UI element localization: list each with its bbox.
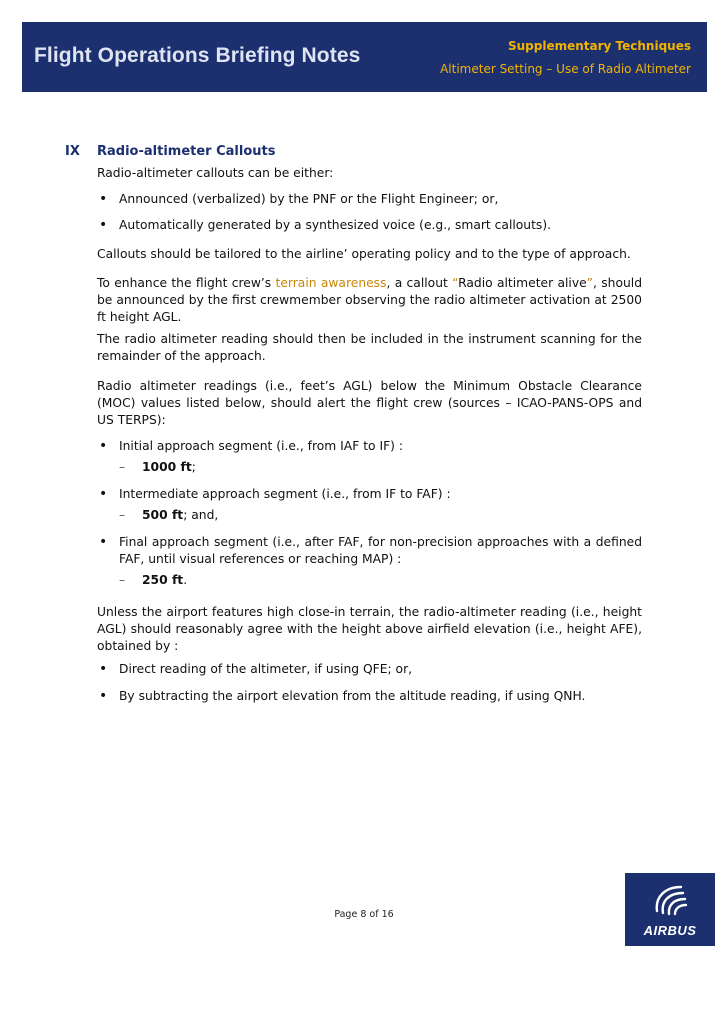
intro-paragraph: Radio-altimeter callouts can be either: <box>97 166 334 180</box>
tailored-paragraph: Callouts should be tailored to the airline’ operating policy and to the type of approach. <box>97 247 631 261</box>
list-item <box>97 438 642 455</box>
dash-icon: – <box>119 508 126 522</box>
section-title: Supplementary Techniques <box>507 39 691 53</box>
scan-paragraph: The radio altimeter reading should then be included in the instrument scanning for the remainder of the approach. <box>97 332 642 363</box>
list-item <box>97 486 642 503</box>
sub-list-item: – 500 ft; and, <box>119 508 219 522</box>
logo-wordmark: AIRBUS <box>643 923 697 938</box>
list-item <box>97 534 642 568</box>
header-banner <box>22 22 707 92</box>
sub-list-item: – 1000 ft; <box>119 460 196 474</box>
list-item <box>97 191 642 208</box>
subsection-title: Altimeter Setting – Use of Radio Altimeter <box>440 62 691 76</box>
list-item-text: By subtracting the airport elevation from the altitude reading, if using QNH. <box>119 689 586 703</box>
bullet-icon: • <box>99 534 108 550</box>
dash-icon: – <box>119 573 126 587</box>
chapter-heading <box>65 143 642 165</box>
dash-icon: – <box>119 460 126 474</box>
segment-label: Intermediate approach segment (i.e., from IF to FAF) : <box>119 487 451 501</box>
list-item <box>97 688 642 705</box>
segment-label: Initial approach segment (i.e., from IAF to IF) : <box>119 439 403 453</box>
bullet-icon: • <box>99 661 108 677</box>
bullet-icon: • <box>99 191 108 207</box>
bullet-icon: • <box>99 217 108 233</box>
list-item <box>97 217 642 234</box>
highlight-text: terrain awareness <box>275 276 387 290</box>
callout-quote: Radio altimeter alive <box>458 276 587 290</box>
list-item <box>97 661 642 678</box>
segment-label: Final approach segment (i.e., after FAF, for non-precision approaches with a defined FAF, until visual references or reaching MAP) : <box>119 535 642 566</box>
sub-list-item: – 250 ft. <box>119 573 188 587</box>
chapter-body <box>97 165 642 705</box>
chapter-number: IX <box>65 144 80 159</box>
page-content <box>65 143 642 705</box>
quote-close: ” <box>586 276 594 290</box>
bullet-icon: • <box>99 438 108 454</box>
segment-value: 500 ft <box>142 508 184 522</box>
terrain-awareness-paragraph: To enhance the flight crew’s terrain awareness, a callout “Radio altimeter alive”, should be announced by the first crewmember observing the radio altimeter activation at 2500 ft height AGL. <box>97 276 642 324</box>
quote-open: “ <box>452 276 459 290</box>
list-item-text: Announced (verbalized) by the PNF or the Flight Engineer; or, <box>119 192 499 206</box>
swirl-icon <box>625 875 715 925</box>
list-item-text: Automatically generated by a synthesized voice (e.g., smart callouts). <box>119 218 552 232</box>
terrain-paragraph: Unless the airport features high close-in terrain, the radio-altimeter reading (i.e., height AGL) should reasonably agree with the height above airfield elevation (i.e., height AFE), obtained by : <box>97 605 642 653</box>
bullet-icon: • <box>99 486 108 502</box>
airbus-logo <box>625 873 715 946</box>
segment-value: 250 ft <box>142 573 184 587</box>
page-number: Page 8 of 16 <box>334 909 394 920</box>
moc-paragraph: Radio altimeter readings (i.e., feet’s AGL) below the Minimum Obstacle Clearance (MOC) values listed below, should alert the flight crew (sources – ICAO-PANS-OPS and US TERPS): <box>97 379 642 427</box>
list-item-text: Direct reading of the altimeter, if using QFE; or, <box>119 662 413 676</box>
chapter-title: Radio-altimeter Callouts <box>97 144 276 159</box>
document-title: Flight Operations Briefing Notes <box>34 44 361 67</box>
bullet-icon: • <box>99 688 108 704</box>
segment-value: 1000 ft <box>142 460 192 474</box>
